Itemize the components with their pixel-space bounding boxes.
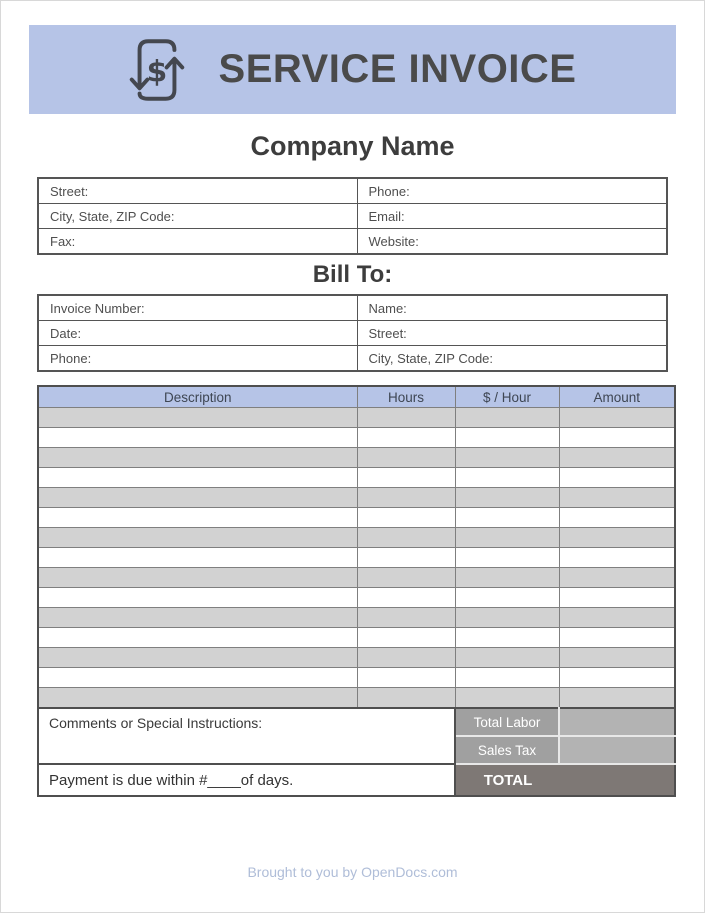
- company-info-row: [38, 229, 667, 255]
- line-item-cell: [559, 608, 675, 628]
- website-field: Website:: [357, 229, 667, 255]
- line-item-row: [38, 628, 675, 648]
- line-item-cell: [559, 688, 675, 709]
- line-item-cell: [559, 488, 675, 508]
- line-item-cell: [455, 428, 559, 448]
- line-item-cell: [38, 508, 357, 528]
- line-item-cell: [559, 428, 675, 448]
- total-labor-row: [38, 708, 675, 736]
- street-field: Street:: [38, 178, 357, 204]
- sales-tax-value: [559, 736, 675, 764]
- street-field: Street:: [357, 321, 667, 346]
- line-item-row: [38, 568, 675, 588]
- line-item-row: [38, 688, 675, 709]
- line-item-row: [38, 468, 675, 488]
- line-item-cell: [38, 448, 357, 468]
- banner: [29, 25, 676, 114]
- line-item-cell: [357, 448, 455, 468]
- bill-to-row: [38, 321, 667, 346]
- line-item-cell: [357, 668, 455, 688]
- column-header-hours: Hours: [357, 386, 455, 408]
- company-info-table: [37, 177, 668, 255]
- line-item-cell: [357, 428, 455, 448]
- line-item-cell: [357, 588, 455, 608]
- line-item-cell: [38, 488, 357, 508]
- line-item-row: [38, 448, 675, 468]
- grand-total-cell: [455, 764, 675, 796]
- line-item-cell: [38, 428, 357, 448]
- line-item-cell: [38, 648, 357, 668]
- fax-field: Fax:: [38, 229, 357, 255]
- line-item-cell: [455, 528, 559, 548]
- company-name-heading: Company Name: [250, 131, 455, 161]
- line-item-cell: [559, 408, 675, 428]
- line-item-cell: [455, 568, 559, 588]
- page-title: SERVICE INVOICE: [218, 47, 577, 91]
- line-item-cell: [559, 568, 675, 588]
- line-item-cell: [559, 668, 675, 688]
- payment-terms-note: Payment is due within #____of days.: [38, 764, 455, 796]
- line-item-cell: [357, 508, 455, 528]
- line-item-cell: [357, 488, 455, 508]
- line-item-row: [38, 528, 675, 548]
- line-item-cell: [357, 628, 455, 648]
- line-item-cell: [38, 588, 357, 608]
- bill-to-row: [38, 295, 667, 321]
- total-labor-value: [559, 708, 675, 736]
- grand-total-label: TOTAL: [483, 771, 533, 789]
- line-item-cell: [38, 548, 357, 568]
- line-item-cell: [455, 468, 559, 488]
- line-items-header-row: [38, 386, 675, 408]
- line-item-cell: [38, 608, 357, 628]
- city-state-zip-field: City, State, ZIP Code:: [38, 204, 357, 229]
- comments-field: Comments or Special Instructions:: [38, 708, 455, 764]
- line-item-cell: [38, 408, 357, 428]
- line-item-row: [38, 408, 675, 428]
- line-item-cell: [38, 568, 357, 588]
- line-item-cell: [455, 408, 559, 428]
- column-header-description: Description: [38, 386, 357, 408]
- city-state-zip-field: City, State, ZIP Code:: [357, 346, 667, 372]
- phone-field: Phone:: [38, 346, 357, 372]
- bill-to-row: [38, 346, 667, 372]
- bill-to-table: [37, 294, 668, 372]
- line-item-row: [38, 428, 675, 448]
- company-info-row: [38, 178, 667, 204]
- total-labor-label: Total Labor: [455, 708, 559, 736]
- bill-to-heading: Bill To:: [312, 261, 393, 288]
- line-item-cell: [455, 628, 559, 648]
- line-item-cell: [455, 688, 559, 709]
- line-item-cell: [38, 628, 357, 648]
- line-item-cell: [357, 568, 455, 588]
- email-field: Email:: [357, 204, 667, 229]
- line-item-cell: [559, 468, 675, 488]
- svg-text:$: $: [146, 52, 167, 88]
- line-item-cell: [455, 548, 559, 568]
- name-field: Name:: [357, 295, 667, 321]
- line-item-cell: [357, 608, 455, 628]
- line-item-cell: [455, 648, 559, 668]
- line-item-cell: [559, 508, 675, 528]
- company-info-row: [38, 204, 667, 229]
- line-item-cell: [559, 648, 675, 668]
- line-item-cell: [455, 668, 559, 688]
- line-item-cell: [559, 588, 675, 608]
- line-items-body: [38, 408, 675, 709]
- grand-total-row: [38, 764, 675, 796]
- line-item-row: [38, 508, 675, 528]
- line-item-cell: [38, 468, 357, 488]
- line-item-row: [38, 548, 675, 568]
- phone-field: Phone:: [357, 178, 667, 204]
- sales-tax-label: Sales Tax: [455, 736, 559, 764]
- line-item-cell: [357, 548, 455, 568]
- line-item-cell: [559, 548, 675, 568]
- line-item-cell: [559, 448, 675, 468]
- line-item-cell: [455, 448, 559, 468]
- line-item-cell: [38, 688, 357, 709]
- date-field: Date:: [38, 321, 357, 346]
- totals-section: [38, 708, 675, 796]
- line-item-row: [38, 668, 675, 688]
- line-item-cell: [559, 628, 675, 648]
- line-item-row: [38, 608, 675, 628]
- line-item-cell: [38, 668, 357, 688]
- line-item-cell: [357, 408, 455, 428]
- line-item-cell: [357, 688, 455, 709]
- line-item-cell: [455, 508, 559, 528]
- invoice-number-field: Invoice Number:: [38, 295, 357, 321]
- line-items-table: [37, 385, 676, 797]
- line-item-cell: [357, 648, 455, 668]
- line-item-row: [38, 588, 675, 608]
- line-item-row: [38, 648, 675, 668]
- currency-exchange-icon: [129, 36, 185, 104]
- line-item-cell: [455, 488, 559, 508]
- line-item-cell: [357, 528, 455, 548]
- line-item-cell: [455, 608, 559, 628]
- column-header-rate: $ / Hour: [455, 386, 559, 408]
- footer-credit: Brought to you by OpenDocs.com: [247, 864, 458, 880]
- line-item-cell: [455, 588, 559, 608]
- line-item-cell: [559, 528, 675, 548]
- line-item-cell: [357, 468, 455, 488]
- line-item-cell: [38, 528, 357, 548]
- line-item-row: [38, 488, 675, 508]
- column-header-amount: Amount: [559, 386, 675, 408]
